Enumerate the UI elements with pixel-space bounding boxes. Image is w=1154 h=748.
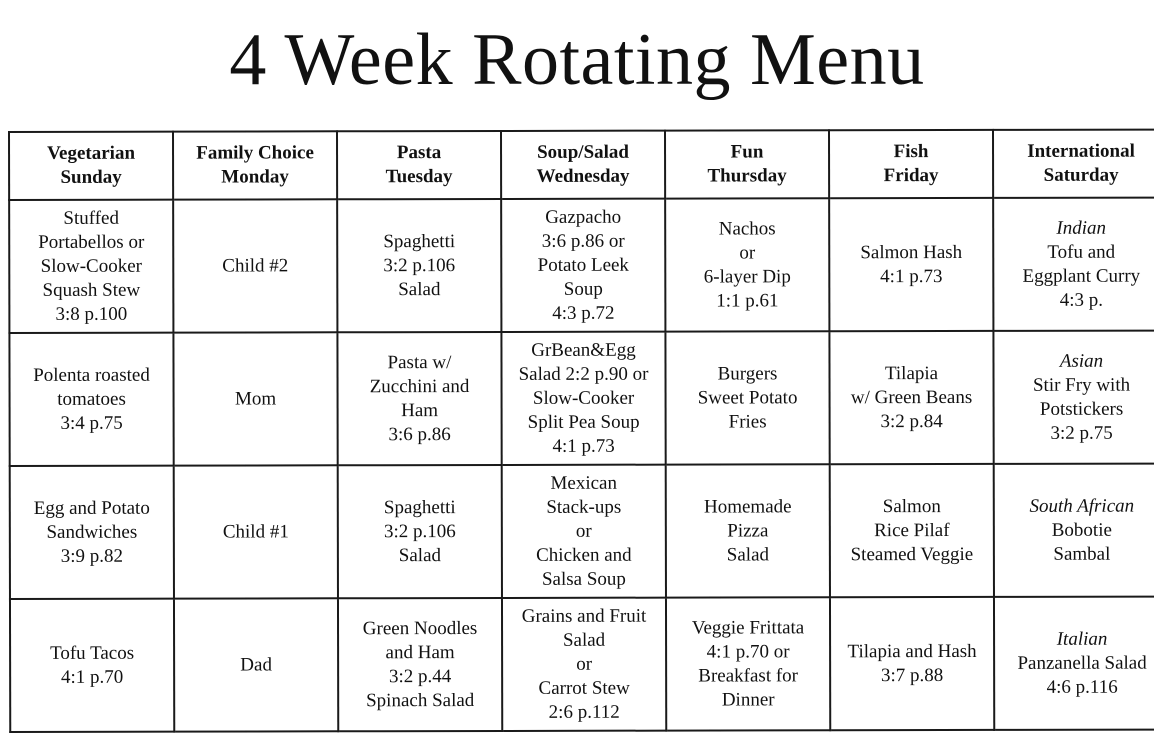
menu-cell-friday — [829, 198, 993, 331]
menu-cell-sunday — [9, 333, 173, 466]
menu-line: 4:6 p.116 — [1046, 676, 1118, 698]
header-theme: Pasta — [396, 142, 442, 164]
week-row — [9, 198, 1154, 333]
menu-line: Spaghetti — [383, 230, 456, 252]
menu-line: Spaghetti — [383, 496, 456, 518]
menu-line: Soup — [563, 278, 603, 300]
menu-line: Child #1 — [222, 520, 289, 543]
menu-line: Salad 2:2 p.90 or — [518, 363, 649, 385]
menu-cell-friday — [830, 464, 994, 597]
menu-line: Stir Fry with — [1032, 374, 1131, 396]
menu-line: Steamed Veggie — [850, 543, 974, 565]
column-header-saturday — [993, 130, 1154, 198]
menu-line: Breakfast for — [698, 664, 799, 687]
column-header-tuesday — [337, 131, 501, 199]
menu-line: 3:2 p.106 — [383, 520, 456, 542]
header-theme: International — [1027, 140, 1135, 162]
menu-cell-wednesday — [501, 332, 665, 465]
menu-line: 4:1 p.70 — [60, 666, 124, 688]
header-day: Saturday — [1043, 164, 1119, 186]
week-row — [9, 331, 1154, 466]
menu-cell-monday — [174, 465, 338, 598]
menu-line: 3:7 p.88 — [880, 664, 944, 686]
column-header-wednesday — [501, 131, 665, 199]
column-header-friday — [829, 130, 993, 198]
menu-line: Salad — [726, 543, 770, 565]
menu-line: Potstickers — [1039, 398, 1124, 420]
column-header-sunday — [9, 132, 173, 200]
page-title: 4 Week Rotating Menu — [229, 19, 925, 101]
header-day: Monday — [221, 166, 289, 188]
menu-line: Slow-Cooker — [40, 255, 142, 277]
menu-line: 4:1 p.73 — [552, 435, 615, 457]
menu-line: 3:9 p.82 — [60, 545, 124, 567]
menu-line: Salad — [398, 278, 441, 300]
menu-cell-saturday — [994, 464, 1154, 597]
menu-cell-wednesday — [502, 598, 666, 731]
menu-line: Child #2 — [222, 254, 289, 277]
menu-line: Nachos — [718, 217, 776, 240]
menu-cell-tuesday — [337, 199, 501, 332]
menu-line: Tilapia and Hash — [847, 640, 977, 662]
menu-line: Bobotie — [1051, 519, 1112, 541]
menu-line: Tilapia — [884, 362, 939, 384]
header-theme: Fun — [730, 141, 764, 163]
menu-line: Veggie Frittata — [691, 616, 805, 639]
menu-cell-sunday — [10, 599, 174, 732]
menu-cell-thursday — [666, 464, 830, 597]
menu-cell-tuesday — [337, 332, 501, 465]
menu-line: Chicken and — [536, 544, 632, 566]
menu-line: Carrot Stew — [538, 677, 630, 699]
menu-line: Salad — [398, 544, 442, 566]
menu-line: Mom — [234, 387, 277, 410]
menu-line: 6-layer Dip — [703, 265, 791, 288]
menu-line: Stuffed — [63, 207, 120, 229]
menu-line: Rice Pilaf — [874, 519, 950, 541]
menu-line: Eggplant Curry — [1022, 265, 1141, 287]
menu-line: Dad — [240, 653, 272, 676]
menu-line: 3:2 p.106 — [383, 254, 456, 276]
menu-line: Sambal — [1053, 543, 1111, 565]
menu-line: Portabellos or — [38, 231, 145, 253]
menu-cell-friday — [830, 597, 994, 730]
menu-line: GrBean&Egg — [531, 339, 636, 361]
menu-cell-wednesday — [502, 465, 666, 598]
menu-line: Ham — [401, 399, 439, 421]
menu-line: Gazpacho — [545, 206, 622, 228]
menu-line: Egg and Potato — [33, 497, 150, 519]
menu-line: Zucchini and — [369, 375, 470, 397]
header-day: Thursday — [707, 165, 787, 187]
column-header-monday — [173, 131, 337, 199]
menu-line: Stack-ups — [546, 496, 622, 518]
header-row — [9, 130, 1154, 200]
menu-line: Salad — [562, 629, 606, 651]
menu-line: Squash Stew — [42, 279, 141, 301]
menu-line: Split Pea Soup — [527, 411, 640, 433]
menu-line: Mexican — [550, 472, 617, 494]
header-theme: Fish — [893, 141, 929, 163]
menu-body — [9, 198, 1154, 732]
menu-cell-friday — [829, 331, 993, 464]
menu-line: and Ham — [385, 641, 455, 663]
menu-line: 4:1 p.70 or — [706, 640, 790, 663]
menu-table — [8, 129, 1154, 733]
column-header-thursday — [665, 130, 829, 198]
menu-cell-saturday — [994, 597, 1154, 730]
header-day: Wednesday — [536, 165, 630, 187]
menu-line: Pasta w/ — [387, 351, 452, 373]
menu-line: 3:6 p.86 — [388, 423, 451, 445]
menu-line: 3:2 p.44 — [388, 665, 452, 687]
menu-line: 2:6 p.112 — [548, 701, 620, 723]
menu-line: 4:1 p.73 — [880, 265, 943, 287]
menu-line: 3:2 p.84 — [880, 410, 943, 432]
cuisine-label: South African — [1029, 495, 1135, 517]
header-theme: Vegetarian — [47, 142, 136, 164]
header-day: Friday — [883, 165, 939, 187]
menu-line: Panzanella Salad — [1017, 652, 1147, 674]
menu-line: Salmon Hash — [860, 241, 963, 263]
menu-cell-monday — [173, 199, 337, 332]
menu-line: or — [739, 241, 756, 263]
menu-line: Grains and Fruit — [521, 605, 647, 627]
menu-line: Slow-Cooker — [532, 387, 635, 409]
menu-line: Sweet Potato — [697, 386, 798, 409]
menu-line: Spinach Salad — [366, 689, 475, 711]
menu-line: Burgers — [717, 362, 778, 385]
week-row — [10, 597, 1154, 732]
menu-line: w/ Green Beans — [850, 386, 973, 408]
menu-cell-monday — [173, 332, 337, 465]
header-theme: Family Choice — [196, 142, 314, 164]
header-day: Tuesday — [385, 166, 453, 188]
header-theme: Soup/Salad — [537, 141, 630, 163]
menu-line: Tofu Tacos — [50, 642, 135, 664]
menu-line: 3:4 p.75 — [60, 412, 123, 434]
menu-cell-sunday — [9, 200, 173, 333]
menu-line: tomatoes — [57, 388, 126, 410]
menu-line: Dinner — [721, 688, 775, 711]
menu-line: Polenta roasted — [33, 364, 150, 386]
menu-cell-monday — [174, 598, 338, 731]
menu-cell-thursday — [665, 331, 829, 464]
menu-line: 4:3 p.72 — [552, 302, 615, 324]
header-day: Sunday — [60, 166, 122, 188]
menu-cell-sunday — [10, 466, 174, 599]
menu-cell-tuesday — [338, 465, 502, 598]
menu-line: or — [575, 520, 592, 542]
menu-line: Salmon — [882, 495, 941, 517]
menu-cell-saturday — [993, 331, 1154, 464]
menu-line: Sandwiches — [46, 521, 138, 543]
menu-line: 1:1 p.61 — [716, 289, 779, 312]
menu-cell-thursday — [666, 597, 830, 730]
menu-cell-thursday — [665, 198, 829, 331]
menu-line: 3:6 p.86 or — [541, 230, 625, 252]
menu-line: Green Noodles — [362, 617, 478, 639]
menu-line: Tofu and — [1047, 241, 1116, 263]
menu-line: Homemade — [703, 495, 792, 518]
menu-line: Potato Leek — [537, 254, 629, 276]
menu-line: or — [576, 653, 593, 675]
menu-cell-saturday — [993, 198, 1154, 331]
menu-line: 3:8 p.100 — [55, 303, 128, 325]
cuisine-label: Italian — [1056, 628, 1108, 650]
cuisine-label: Indian — [1056, 217, 1107, 239]
menu-cell-tuesday — [338, 598, 502, 731]
menu-cell-wednesday — [501, 199, 665, 332]
menu-line: 4:3 p. — [1059, 289, 1104, 311]
menu-line: Fries — [728, 410, 767, 432]
week-row — [10, 464, 1154, 599]
menu-line: Pizza — [727, 519, 769, 541]
menu-line: 3:2 p.75 — [1050, 422, 1113, 444]
menu-line: Salsa Soup — [541, 568, 626, 590]
cuisine-label: Asian — [1059, 350, 1104, 372]
